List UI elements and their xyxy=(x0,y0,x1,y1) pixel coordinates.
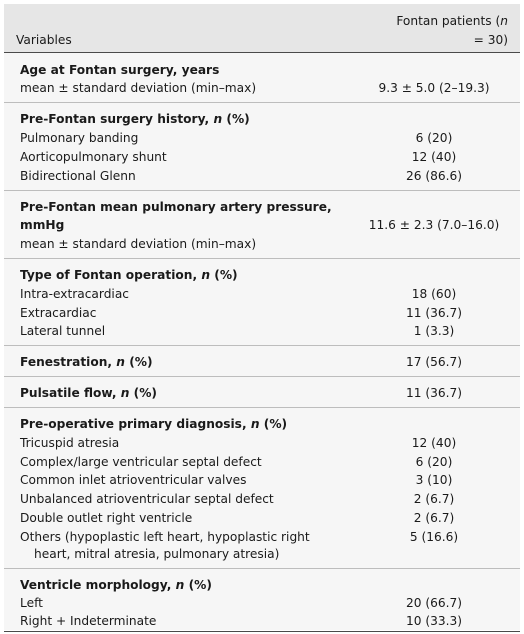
section-title: Age at Fontan surgery, years xyxy=(20,63,220,77)
row-label: Common inlet atrioventricular valves xyxy=(20,473,247,487)
section-title: Pulsatile flow, n (%) xyxy=(20,386,158,400)
row-value: 6 (20) xyxy=(415,131,453,145)
row-value: 5 (16.6) xyxy=(409,530,459,544)
row-label: Right + Indeterminate xyxy=(20,614,157,628)
row-value: 26 (86.6) xyxy=(405,169,463,183)
section-title: Pre-operative primary diagnosis, n (%) xyxy=(20,417,288,431)
row-value: 3 (10) xyxy=(415,473,453,487)
fontan-characteristics-table xyxy=(4,4,520,630)
row-value: 20 (66.7) xyxy=(405,596,463,610)
row-label: Pulmonary banding xyxy=(20,131,139,145)
row-label: mean ± standard deviation (min–max) xyxy=(20,81,257,95)
section-divider xyxy=(4,407,520,408)
row-label: Lateral tunnel xyxy=(20,324,106,338)
row-label: mean ± standard deviation (min–max) xyxy=(20,237,257,251)
section-divider xyxy=(4,376,520,377)
section-title: Type of Fontan operation, n (%) xyxy=(20,268,238,282)
row-value: 9.3 ± 5.0 (2–19.3) xyxy=(378,81,490,95)
row-label: Unbalanced atrioventricular septal defect xyxy=(20,492,274,506)
row-value: 12 (40) xyxy=(411,150,457,164)
table-bottom-rule xyxy=(4,631,520,632)
row-label: Complex/large ventricular septal defect xyxy=(20,455,262,469)
row-value: 18 (60) xyxy=(411,287,457,301)
section-divider xyxy=(4,345,520,346)
row-label: Bidirectional Glenn xyxy=(20,169,136,183)
row-value: 11 (36.7) xyxy=(405,386,463,400)
section-divider xyxy=(4,568,520,569)
row-label-line1: Others (hypoplastic left heart, hypoplastic right xyxy=(20,530,310,544)
row-label: Extracardiac xyxy=(20,306,97,320)
header-rule xyxy=(4,52,520,53)
section-title: Ventricle morphology, n (%) xyxy=(20,578,212,592)
row-label: Double outlet right ventricle xyxy=(20,511,193,525)
row-value: 10 (33.3) xyxy=(405,614,463,628)
section-title-line1: Pre-Fontan mean pulmonary artery pressure, xyxy=(20,200,332,214)
row-value: 11.6 ± 2.3 (7.0–16.0) xyxy=(368,218,500,232)
row-value: 6 (20) xyxy=(415,455,453,469)
section-title: Fenestration, n (%) xyxy=(20,355,153,369)
section-divider xyxy=(4,258,520,259)
section-title-line2: mmHg xyxy=(20,218,65,232)
row-value: 2 (6.7) xyxy=(413,511,455,525)
table-header xyxy=(4,4,520,52)
row-value: 11 (36.7) xyxy=(405,306,463,320)
row-label: Tricuspid atresia xyxy=(20,436,120,450)
row-value: 12 (40) xyxy=(411,436,457,450)
header-fontan-patients: Fontan patients (n = 30) xyxy=(396,14,508,47)
row-label: Aorticopulmonary shunt xyxy=(20,150,167,164)
header-variables: Variables xyxy=(16,33,72,47)
row-value: 1 (3.3) xyxy=(413,324,455,338)
section-divider xyxy=(4,190,520,191)
row-label-line2: heart, mitral atresia, pulmonary atresia) xyxy=(34,547,280,561)
section-divider xyxy=(4,102,520,103)
row-value: 17 (56.7) xyxy=(405,355,463,369)
section-title: Pre-Fontan surgery history, n (%) xyxy=(20,112,250,126)
row-label: Intra-extracardiac xyxy=(20,287,129,301)
row-value: 2 (6.7) xyxy=(413,492,455,506)
row-label: Left xyxy=(20,596,43,610)
